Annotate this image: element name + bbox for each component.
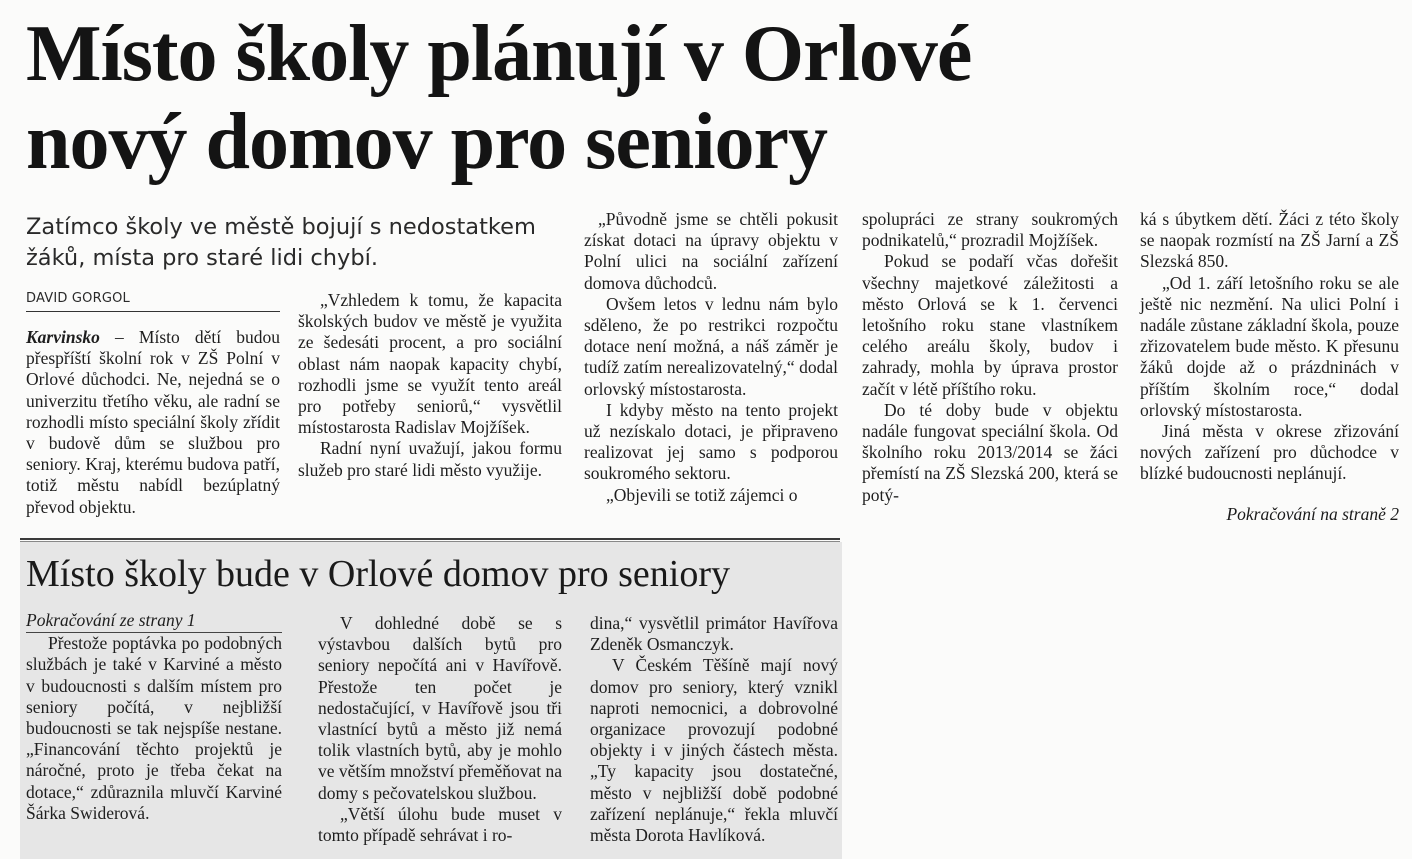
byline: DAVID GORGOL — [26, 291, 280, 312]
article1-column-4 — [862, 209, 1118, 506]
headline-line-2: nový domov pro seniory — [26, 98, 828, 186]
dateline: Karvinsko — [26, 327, 100, 347]
article2-top-rule-thin — [20, 541, 840, 542]
article2-headline: Místo školy bude v Orlové domov pro seniory — [26, 553, 731, 595]
article1-col5-paragraph-1: ká s úbytkem dětí. Žáci z této školy se naopak rozmístí na ZŠ Jarní a ZŠ Slezská 850. — [1140, 209, 1399, 272]
article1-col2-paragraph-1: „Vzhledem k tomu, že kapacita školských budov ve městě je využita ze šedesáti procent, a pro sociální oblast nám naopak kapacity chybí, rozhodli jsme se využít tento areál pro potřeby seniorů,“ vysvětlil místostarosta Radislav Mojžíšek. — [298, 290, 562, 438]
article1-col4-paragraph-2: Pokud se podaří včas dořešit všechny majetkové záležitosti a město Orlová se k 1. červenci letošního roku stane vlastníkem celého areálu školy, budov i zahrady, mohla by úprava prostor začít v létě příštího roku. — [862, 251, 1118, 399]
headline-line-1: Místo školy plánují v Orlové — [26, 10, 972, 98]
article1-col1-paragraph: Karvinsko – Místo dětí budou přespříští školní rok v ZŠ Polní v Orlové důchodci. Ne, nejedná se o univerzitu třetího věku, ale radní se rozhodli místo speciální školy zřídit v budově dům se službou pro seniory. Kraj, kterému budova patří, totiž městu nabídl bezúplatný převod objektu. — [26, 327, 280, 517]
article1-column-5 — [1140, 209, 1399, 485]
article1-column-2 — [298, 290, 562, 481]
article2-column-2 — [318, 613, 562, 846]
article1-column-3 — [584, 209, 838, 506]
article1-col2-paragraph-2: Radní nyní uvažují, jakou formu služeb pro staré lidi město využije. — [298, 438, 562, 480]
article1-col4-paragraph-1: spolupráci ze strany soukromých podnikatelů,“ prozradil Mojžíšek. — [862, 209, 1118, 251]
article1-col3-paragraph-2: Ovšem letos v lednu nám bylo sděleno, že po restrikci rozpočtu dotace není možná, a náš záměr je tudíž zatím nerealizovatelný,“ dodal orlovský místostarosta. — [584, 293, 838, 399]
article1-col3-paragraph-3: I kdyby město na tento projekt už nezískalo dotaci, je připraveno realizovat jej samo s podporou soukromého sektoru. — [584, 399, 838, 484]
subheadline: Zatímco školy ve městě bojují s nedostatkem žáků, místa pro staré lidi chybí. — [26, 214, 536, 271]
main-headline — [26, 10, 971, 186]
article1-col3-paragraph-1: „Původně jsme se chtěli pokusit získat dotaci na úpravy objektu v Polní ulici na sociální zařízení domova důchodců. — [584, 209, 838, 293]
article1-col4-paragraph-3: Do té doby bude v objektu nadále fungovat speciální škola. Od školního roku 2013/2014 se žáci přemístí na ZŠ Slezská 200, která se potý- — [862, 399, 1118, 505]
article2-column-3 — [590, 613, 838, 846]
continued-on-page-2: Pokračování na straně 2 — [1226, 504, 1399, 524]
article1-col3-paragraph-4: „Objevili se totiž zájemci o — [606, 484, 798, 505]
article2-top-rule — [20, 538, 840, 540]
article2-col2-paragraph-1: V dohledné době se s výstavbou dalších bytů pro seniory nepočítá ani v Havířově. Přestože ten počet je nedostačující, v Havířově jsou tři vlastnící bytů a město již nemá tolik vlastních bytů, aby je mohlo ve větším množství přeměňovat na domy s pečovatelskou službou. — [318, 613, 562, 803]
article2-col2-paragraph-2: „Větší úlohu bude muset v tomto případě sehrávat i ro- — [318, 803, 562, 846]
article1-column-1 — [26, 327, 280, 518]
continued-from-page-1: Pokračování ze strany 1 — [26, 610, 282, 633]
article2-col1-paragraph-1: Přestože poptávka po podobných službách je také v Karviné a město v budoucnosti s dalším místem pro seniory počítá, v nejbližší budoucnosti se tak nejspíše nestane. „Financování těchto projektů je náročné, proto je třeba čekat na dotace,“ zdůraznila mluvčí Karviné Šárka Swiderová. — [26, 633, 282, 823]
article2-column-1 — [26, 610, 282, 824]
article2-col3-paragraph-1: dina,“ vysvětlil primátor Havířova Zdeněk Osmanczyk. — [590, 613, 838, 655]
article1-col5-paragraph-2: „Od 1. září letošního roku se ale ještě nic nezmění. Na ulici Polní i nadále zůstane základní škola, pouze zřizovatelem bude město. K přesunu žáků dojde až o prázdninách v příštím školním roce,“ dodal orlovský místostarosta. — [1140, 272, 1399, 420]
article1-col5-paragraph-3: Jiná města v okrese zřizování nových zařízení pro důchodce v blízké budoucnosti neplánují. — [1140, 421, 1399, 484]
article2-col3-paragraph-2: V Českém Těšíně mají nový domov pro seniory, který vznikl naproti nemocnici, a dobrovolné organizace provozují podobné objekty i v jiných částech města. „Ty kapacity jsou dostatečné, město v nejbližší době podobné zařízení neplánuje,“ řekla mluvčí města Dorota Havlíková. — [590, 655, 838, 846]
